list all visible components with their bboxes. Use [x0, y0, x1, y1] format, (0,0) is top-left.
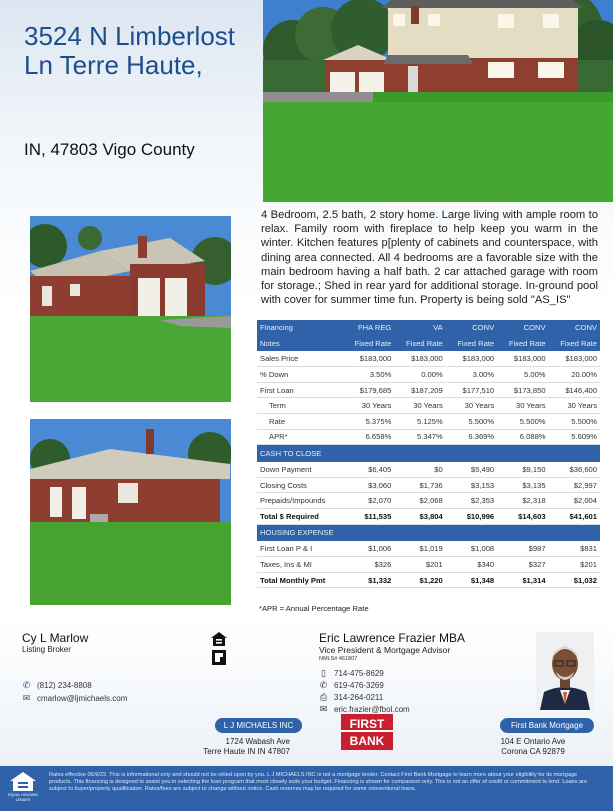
table-cell: Financing: [257, 320, 343, 336]
property-address-title: 3524 N Limberlost Ln Terre Haute,: [24, 21, 235, 80]
table-cell: 3.50%: [343, 367, 394, 383]
first-bank-logo: [341, 714, 393, 750]
table-cell: 6.088%: [497, 429, 548, 445]
table-cell: 5.375%: [343, 414, 394, 430]
table-cell: $1,019: [394, 541, 445, 557]
table-cell: $326: [343, 557, 394, 573]
svg-text:EQUAL HOUSING: EQUAL HOUSING: [8, 793, 38, 797]
table-cell: $2,070: [343, 493, 394, 509]
table-cell: Closing Costs: [257, 477, 343, 493]
house-side-photo: [30, 216, 231, 402]
loan-row: [257, 429, 600, 445]
table-cell: $177,510: [446, 382, 497, 398]
table-cell: $183,000: [446, 351, 497, 367]
table-cell: CONV: [446, 320, 497, 336]
table-cell: $327: [497, 557, 548, 573]
property-description: 4 Bedroom, 2.5 bath, 2 story home. Large living with ample room to relax. Family room with fireplace to help keep you warm in the winter. Kitchen features p[plenty of cabinets and counterspace, with dining area connected. All 4 bedrooms are a favorable size with the main bedroom having a half bath. 2 car attached garage with room for storage.; Shed in rear yard for additional storage. In-ground pool with cover for summer time fun. Property is being sold "AS_IS": [261, 209, 598, 307]
table-cell: $183,000: [497, 351, 548, 367]
agent-phone[interactable]: ✆ (812) 234-8808: [22, 680, 92, 690]
table-cell: 5.125%: [394, 414, 445, 430]
loan-row: [257, 367, 600, 383]
table-cell: $10,996: [446, 509, 497, 525]
financing-table: [257, 320, 600, 588]
table-cell: $2,068: [394, 493, 445, 509]
brokerage-address: 1724 Wabash Ave Terre Haute IN IN 47807: [203, 737, 290, 756]
table-cell: 30 Years: [549, 398, 600, 414]
table-cell: 3.00%: [446, 367, 497, 383]
lender-role: Vice President & Mortgage Advisor: [319, 645, 451, 655]
lender-address: 104 E Ontario Ave Corona CA 92879: [500, 737, 566, 756]
table-cell: 30 Years: [394, 398, 445, 414]
table-cell: $3,804: [394, 509, 445, 525]
table-cell: FHA REG: [343, 320, 394, 336]
table-notes-row: [257, 336, 600, 352]
property-city-county: IN, 47803 Vigo County: [24, 140, 195, 159]
table-cell: $41,601: [549, 509, 600, 525]
table-cell: Down Payment: [257, 462, 343, 478]
table-cell: Total Monthly Pmt: [257, 572, 343, 588]
table-cell: 6.658%: [343, 429, 394, 445]
table-cell: $183,000: [549, 351, 600, 367]
housing-expense-header: [257, 524, 600, 541]
table-cell: $14,603: [497, 509, 548, 525]
table-cell: 20.00%: [549, 367, 600, 383]
table-cell: $187,209: [394, 382, 445, 398]
table-cell: APR*: [257, 429, 343, 445]
table-cell: Rate: [257, 414, 343, 430]
svg-text:LENDER: LENDER: [15, 798, 31, 802]
table-cell: 5.00%: [497, 367, 548, 383]
table-cell: 5.500%: [549, 414, 600, 430]
table-cell: $9,150: [497, 462, 548, 478]
table-cell: VA: [394, 320, 445, 336]
table-cell: 30 Years: [446, 398, 497, 414]
table-cell: $146,400: [549, 382, 600, 398]
lender-mobile[interactable]: ▯ 714-475-8629: [319, 668, 384, 679]
cash-row: [257, 462, 600, 478]
table-cell: $2,353: [446, 493, 497, 509]
table-cell: $987: [497, 541, 548, 557]
table-cell: $5,490: [446, 462, 497, 478]
table-cell: Fixed Rate: [394, 336, 445, 352]
table-cell: $6,405: [343, 462, 394, 478]
table-cell: $1,008: [446, 541, 497, 557]
lender-company-badge: First Bank Mortgage: [500, 718, 594, 733]
table-cell: $831: [549, 541, 600, 557]
cash-row: [257, 509, 600, 525]
table-cell: $2,004: [549, 493, 600, 509]
fax-icon: ⎙: [319, 692, 328, 702]
table-cell: First Loan P & I: [257, 541, 343, 557]
table-cell: $3,153: [446, 477, 497, 493]
envelope-icon: ✉: [22, 693, 31, 703]
table-cell: $201: [394, 557, 445, 573]
table-cell: $173,850: [497, 382, 548, 398]
equal-housing-lender-icon: [6, 772, 40, 802]
equal-housing-icon: [211, 632, 227, 646]
table-cell: $2,997: [549, 477, 600, 493]
section-title: CASH TO CLOSE: [257, 445, 600, 462]
table-cell: $3,135: [497, 477, 548, 493]
lender-email[interactable]: ✉ eric.frazier@fbol.com: [319, 704, 410, 714]
table-cell: $0: [394, 462, 445, 478]
realtor-icon: [212, 650, 226, 665]
table-cell: Fixed Rate: [497, 336, 548, 352]
table-cell: First Loan: [257, 382, 343, 398]
table-cell: 5.347%: [394, 429, 445, 445]
table-cell: $1,736: [394, 477, 445, 493]
house-front-photo: [263, 0, 613, 202]
loan-row: [257, 382, 600, 398]
table-cell: % Down: [257, 367, 343, 383]
table-cell: $2,318: [497, 493, 548, 509]
cash-to-close-header: [257, 445, 600, 462]
phone-icon: ✆: [22, 680, 31, 690]
table-cell: $1,332: [343, 572, 394, 588]
table-cell: Fixed Rate: [446, 336, 497, 352]
table-cell: $3,060: [343, 477, 394, 493]
table-cell: CONV: [549, 320, 600, 336]
loan-row: [257, 351, 600, 367]
housing-row: [257, 572, 600, 588]
table-cell: $1,314: [497, 572, 548, 588]
table-cell: 30 Years: [497, 398, 548, 414]
housing-row: [257, 557, 600, 573]
table-cell: 5.609%: [549, 429, 600, 445]
cash-row: [257, 493, 600, 509]
lender-headshot: [536, 632, 594, 710]
table-cell: Total $ Required: [257, 509, 343, 525]
loan-row: [257, 414, 600, 430]
table-cell: Sales Price: [257, 351, 343, 367]
table-cell: $340: [446, 557, 497, 573]
mobile-phone-icon: ▯: [321, 668, 326, 678]
brokerage-name-badge: L J MICHAELS INC: [215, 718, 302, 733]
lender-name: Eric Lawrence Frazier MBA: [319, 631, 466, 645]
table-cell: $11,535: [343, 509, 394, 525]
lender-fax[interactable]: ⎙ 314-264-0211: [319, 692, 384, 702]
table-cell: $183,000: [343, 351, 394, 367]
section-title: HOUSING EXPENSE: [257, 524, 600, 541]
loan-row: [257, 398, 600, 414]
envelope-icon: ✉: [319, 704, 328, 714]
agent-role: Listing Broker: [22, 645, 71, 654]
table-cell: $179,685: [343, 382, 394, 398]
house-rear-photo: [30, 419, 231, 605]
table-cell: $1,006: [343, 541, 394, 557]
table-cell: Prepaids/Impounds: [257, 493, 343, 509]
svg-text:BANK: BANK: [349, 734, 385, 748]
phone-icon: ✆: [319, 680, 328, 690]
table-cell: 0.00%: [394, 367, 445, 383]
cash-row: [257, 477, 600, 493]
table-header-row: [257, 320, 600, 336]
footer-disclaimer: Rates effective 06/9/22. This is informational only and should not be relied upon by you. L J MICHAELS INC is not a mortgage lender. Contact First Bank Mortgage to learn more about your eligibility for its mortgage products. This financing is designed to assist you in selecting the loan program that most closely suits your budget. Financing is shown for comparison only. This is not an offer of credit or commitment to lend. Loans are subject to buyer/property qualification. Rates/fees are subject to change without notice. Cash reserves may be required for some conventional loans.: [49, 772, 588, 792]
table-cell: 30 Years: [343, 398, 394, 414]
table-cell: Notes: [257, 336, 343, 352]
lender-nmls: NMLS# 461807: [319, 656, 358, 662]
table-cell: $1,032: [549, 572, 600, 588]
table-cell: $183,000: [394, 351, 445, 367]
table-cell: Taxes, Ins & MI: [257, 557, 343, 573]
table-cell: Term: [257, 398, 343, 414]
table-cell: $1,348: [446, 572, 497, 588]
lender-phone[interactable]: ✆ 619-476-3269: [319, 680, 384, 690]
table-cell: CONV: [497, 320, 548, 336]
table-cell: Fixed Rate: [343, 336, 394, 352]
apr-note: *APR = Annual Percentage Rate: [259, 604, 369, 613]
table-cell: $201: [549, 557, 600, 573]
table-cell: 6.369%: [446, 429, 497, 445]
table-cell: 5.500%: [446, 414, 497, 430]
table-cell: $1,220: [394, 572, 445, 588]
svg-text:FIRST: FIRST: [349, 717, 385, 731]
housing-row: [257, 541, 600, 557]
agent-name: Cy L Marlow: [22, 631, 89, 645]
table-cell: $36,600: [549, 462, 600, 478]
table-cell: Fixed Rate: [549, 336, 600, 352]
table-cell: 5.500%: [497, 414, 548, 430]
agent-email[interactable]: ✉ cmarlow@ljmichaels.com: [22, 693, 128, 703]
